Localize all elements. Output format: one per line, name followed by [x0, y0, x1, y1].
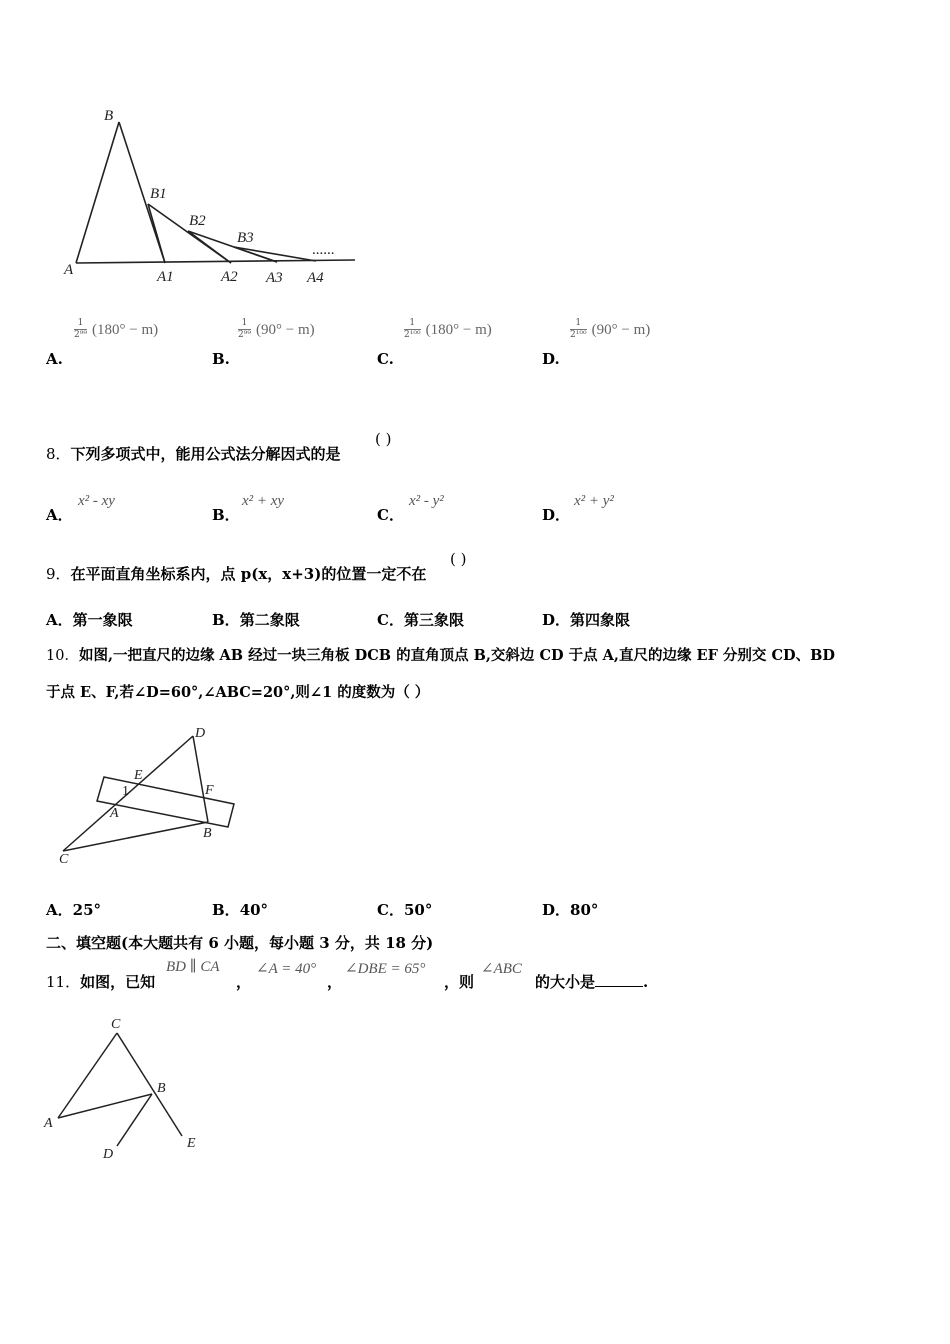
q9-option-a[interactable] [46, 609, 133, 630]
option-label: C. [377, 350, 394, 368]
question-end: . [643, 973, 649, 991]
option-label: A. [46, 350, 63, 368]
label-a1: A1 [157, 269, 174, 285]
q10-option-a[interactable] [46, 899, 101, 920]
question-number: 8． [46, 445, 71, 463]
option-math: x² - xy [78, 493, 115, 509]
label-a: A [110, 806, 119, 821]
q10-stem-line1 [46, 644, 835, 665]
option-expression: (180° − m) [92, 322, 159, 338]
label-c: C [59, 852, 69, 867]
fraction-denominator: 2⁹⁹ [238, 330, 251, 340]
label-e: E [134, 768, 143, 783]
q8-option-d[interactable] [542, 490, 702, 524]
q10-stem-line2: 于点 E、F,若∠D=60°,∠ABC=20°,则∠1 的度数为（ ） [46, 684, 430, 701]
q10-option-b[interactable] [212, 899, 268, 920]
q8-stem [46, 443, 341, 464]
option-label: B． [212, 506, 240, 524]
option-label: D． [542, 506, 571, 524]
label-a2: A2 [221, 269, 238, 285]
q11-stem [46, 971, 155, 992]
triangle-sequence-figure [40, 98, 370, 298]
option-label: B. [212, 350, 230, 368]
option-text: 80° [570, 901, 599, 919]
option-text: 50° [403, 901, 433, 919]
q11-math-parallel: BD ∥ CA [166, 959, 220, 975]
option-text: 第三象限 [403, 611, 464, 629]
option-label: A． [46, 611, 73, 629]
label-a: A [44, 1116, 53, 1131]
option-math: x² + y² [574, 493, 614, 509]
label-b: B [203, 826, 212, 841]
q11-separator: ， [236, 973, 252, 991]
option-label: B． [212, 901, 240, 919]
option-label: C． [377, 901, 404, 919]
q8-option-b[interactable] [212, 490, 372, 524]
option-text: 25° [72, 901, 102, 919]
parallel-lines-figure [40, 1010, 220, 1170]
q11-separator: ， [327, 973, 343, 991]
fraction-denominator: 2¹⁰⁰ [570, 330, 587, 340]
option-text: 40° [239, 901, 269, 919]
fraction-denominator: 2⁹⁹ [74, 330, 87, 340]
q11-suffix [535, 971, 648, 992]
label-b3: B3 [237, 230, 254, 246]
q11-separator: ，则 [444, 973, 475, 991]
answer-blank[interactable] [595, 974, 643, 987]
option-label: C． [377, 611, 404, 629]
label-a3: A3 [266, 270, 283, 286]
fraction-numerator: 1 [238, 318, 251, 330]
q9-option-c[interactable] [377, 609, 464, 630]
question-text: 如图,一把直尺的边缘 AB 经过一块三角板 DCB 的直角顶点 B,交斜边 CD 于点 A,直尺的边缘 EF 分别交 CD、BD [78, 647, 835, 664]
q11-math-angle-abc: ∠ABC [481, 961, 522, 977]
q11-math-angle-a: ∠A = 40° [256, 961, 317, 977]
question-number: 11． [46, 973, 81, 991]
label-a: A [64, 262, 74, 278]
q10-option-c[interactable] [377, 899, 432, 920]
option-label: A． [46, 506, 73, 524]
label-e: E [187, 1136, 196, 1151]
option-label: D. [542, 350, 560, 368]
q9-option-b[interactable] [212, 609, 300, 630]
label-b1: B1 [150, 186, 167, 202]
option-label: B． [212, 611, 240, 629]
option-text: 第二象限 [239, 611, 300, 629]
question-text: 的大小是 [535, 973, 596, 991]
question-number: 10． [46, 648, 79, 664]
option-label: D． [542, 611, 571, 629]
option-math: x² + xy [242, 493, 285, 509]
option-label: A． [46, 901, 73, 919]
option-label: C． [377, 506, 404, 524]
label-b: B [157, 1081, 166, 1096]
label-d: D [103, 1147, 114, 1162]
fraction-numerator: 1 [74, 318, 87, 330]
question-text: 下列多项式中，能用公式法分解因式的是 [70, 445, 341, 463]
q9-stem [46, 563, 426, 584]
option-expression: (90° − m) [591, 322, 651, 338]
option-expression: (180° − m) [425, 322, 492, 338]
q8-option-a[interactable] [46, 490, 206, 524]
q8-option-c[interactable] [377, 490, 537, 524]
label-f: F [205, 783, 214, 798]
question-number: 9． [46, 565, 71, 583]
option-text: 第四象限 [570, 611, 631, 629]
option-label: D． [542, 901, 571, 919]
label-b: B [104, 108, 114, 124]
option-math: x² - y² [409, 493, 444, 509]
label-c: C [111, 1017, 121, 1032]
ruler-triangle-figure [50, 720, 250, 870]
question-text: 如图，已知 [80, 973, 156, 991]
fraction-denominator: 2¹⁰⁰ [404, 330, 421, 340]
label-dots: ...... [312, 242, 335, 258]
q9-option-d[interactable] [542, 609, 630, 630]
question-text: 在平面直角坐标系内，点 p(x，x+3)的位置一定不在 [70, 565, 427, 583]
label-d: D [195, 726, 206, 741]
fraction-numerator: 1 [570, 318, 587, 330]
label-b2: B2 [189, 213, 206, 229]
section-heading: 二、填空题(本大题共有 6 小题，每小题 3 分，共 18 分) [46, 934, 434, 952]
label-a4: A4 [307, 270, 324, 286]
option-expression: (90° − m) [256, 322, 315, 338]
q10-option-d[interactable] [542, 899, 598, 920]
option-text: 第一象限 [72, 611, 133, 629]
fraction-numerator: 1 [404, 318, 421, 330]
answer-paren: ( ) [450, 550, 467, 568]
label-angle-1: 1 [122, 784, 129, 799]
answer-paren: ( ) [375, 430, 392, 448]
q11-math-angle-dbe: ∠DBE = 65° [345, 961, 426, 977]
